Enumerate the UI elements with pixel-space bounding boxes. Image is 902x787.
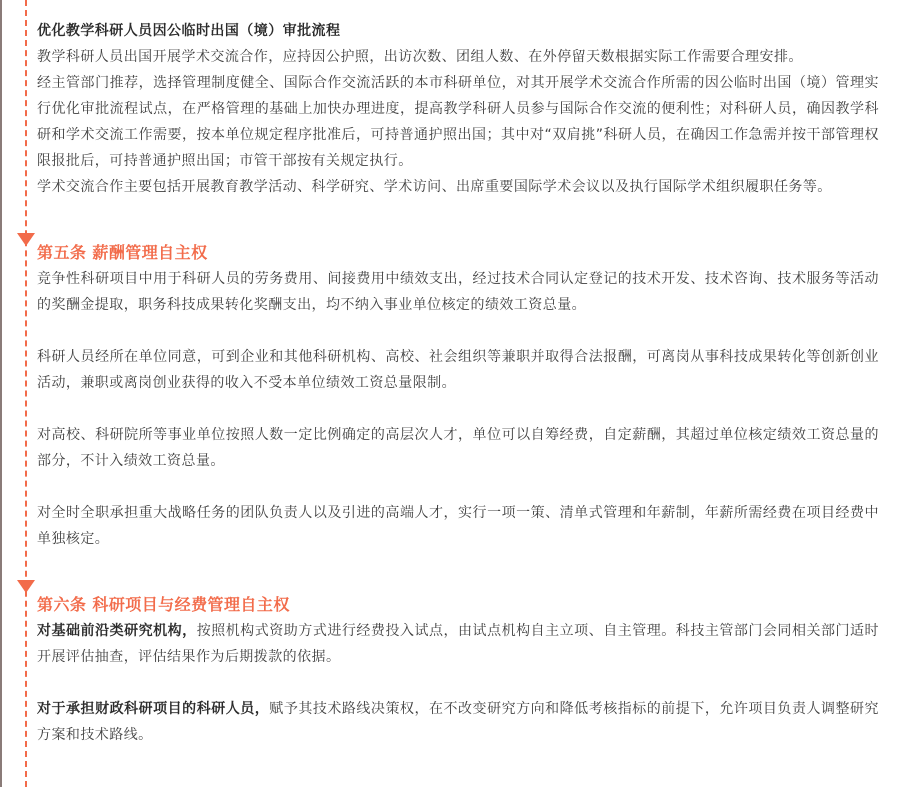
- section4-paragraph: 教学科研人员出国开展学术交流合作，应持因公护照，出访次数、团组人数、在外停留天数根据实际工作需要合理安排。: [37, 49, 803, 65]
- section6-title: 第六条 科研项目与经费管理自主权: [37, 595, 290, 614]
- section6-text: 按照机构式资助方式进行经费投入试点，由试点机构自主立项、自主管理。科技主管部门会同相关部门适时开展评估抽查，评估结果作为后期拨款的依据。: [37, 623, 879, 665]
- arrow-down-icon: [17, 580, 35, 593]
- section6-lead: 对于承担财政科研项目的科研人员，: [37, 701, 270, 717]
- section4-paragraph: 学术交流合作主要包括开展教育教学活动、科学研究、学术访问、出席重要国际学术会议以及执行国际学术组织履职任务等。: [37, 179, 832, 195]
- section6-paragraph: [37, 618, 879, 670]
- section5-paragraph: 科研人员经所在单位同意，可到企业和其他科研机构、高校、社会组织等兼职并取得合法报酬，可离岗从事科技成果转化等创新创业活动，兼职或离岗创业获得的收入不受本单位绩效工资总量限制。: [37, 349, 879, 391]
- section5-paragraph: 对全时全职承担重大战略任务的团队负责人以及引进的高端人才，实行一项一策、清单式管理和年薪制，年薪所需经费在项目经费中单独核定。: [37, 505, 879, 547]
- timeline-dashed-line: [25, 0, 27, 787]
- section4-title: 优化教学科研人员因公临时出国（境）审批流程: [37, 23, 341, 39]
- section5-paragraph: 竞争性科研项目中用于科研人员的劳务费用、间接费用中绩效支出，经过技术合同认定登记的技术开发、技术咨询、技术服务等活动的奖酬金提取，职务科技成果转化奖酬支出，均不纳入事业单位核定的绩效工资总量。: [37, 271, 879, 313]
- arrow-down-icon: [17, 233, 35, 246]
- section6-lead: 对基础前沿类研究机构，: [37, 623, 197, 639]
- section6-text: 赋予其技术路线决策权，在不改变研究方向和降低考核指标的前提下，允许项目负责人调整研究方案和技术路线。: [37, 701, 879, 743]
- section6-paragraph: [37, 696, 879, 748]
- article-content: [37, 18, 879, 748]
- section5-paragraph: 对高校、科研院所等事业单位按照人数一定比例确定的高层次人才，单位可以自筹经费，自定薪酬，其超过单位核定绩效工资总量的部分，不计入绩效工资总量。: [37, 427, 879, 469]
- left-border: [0, 0, 2, 787]
- section5-title: 第五条 薪酬管理自主权: [37, 243, 208, 262]
- section4-paragraph: 经主管部门推荐，选择管理制度健全、国际合作交流活跃的本市科研单位，对其开展学术交流合作所需的因公临时出国（境）管理实行优化审批流程试点，在严格管理的基础上加快办理进度，提高教学科研人员参与国际合作交流的便利性；对科研人员，确因教学科研和学术交流工作需要，按本单位规定程序批准后，可持普通护照出国；其中对“双肩挑”科研人员，在确因工作急需并按干部管理权限报批后，可持普通护照出国；市管干部按有关规定执行。: [37, 75, 879, 169]
